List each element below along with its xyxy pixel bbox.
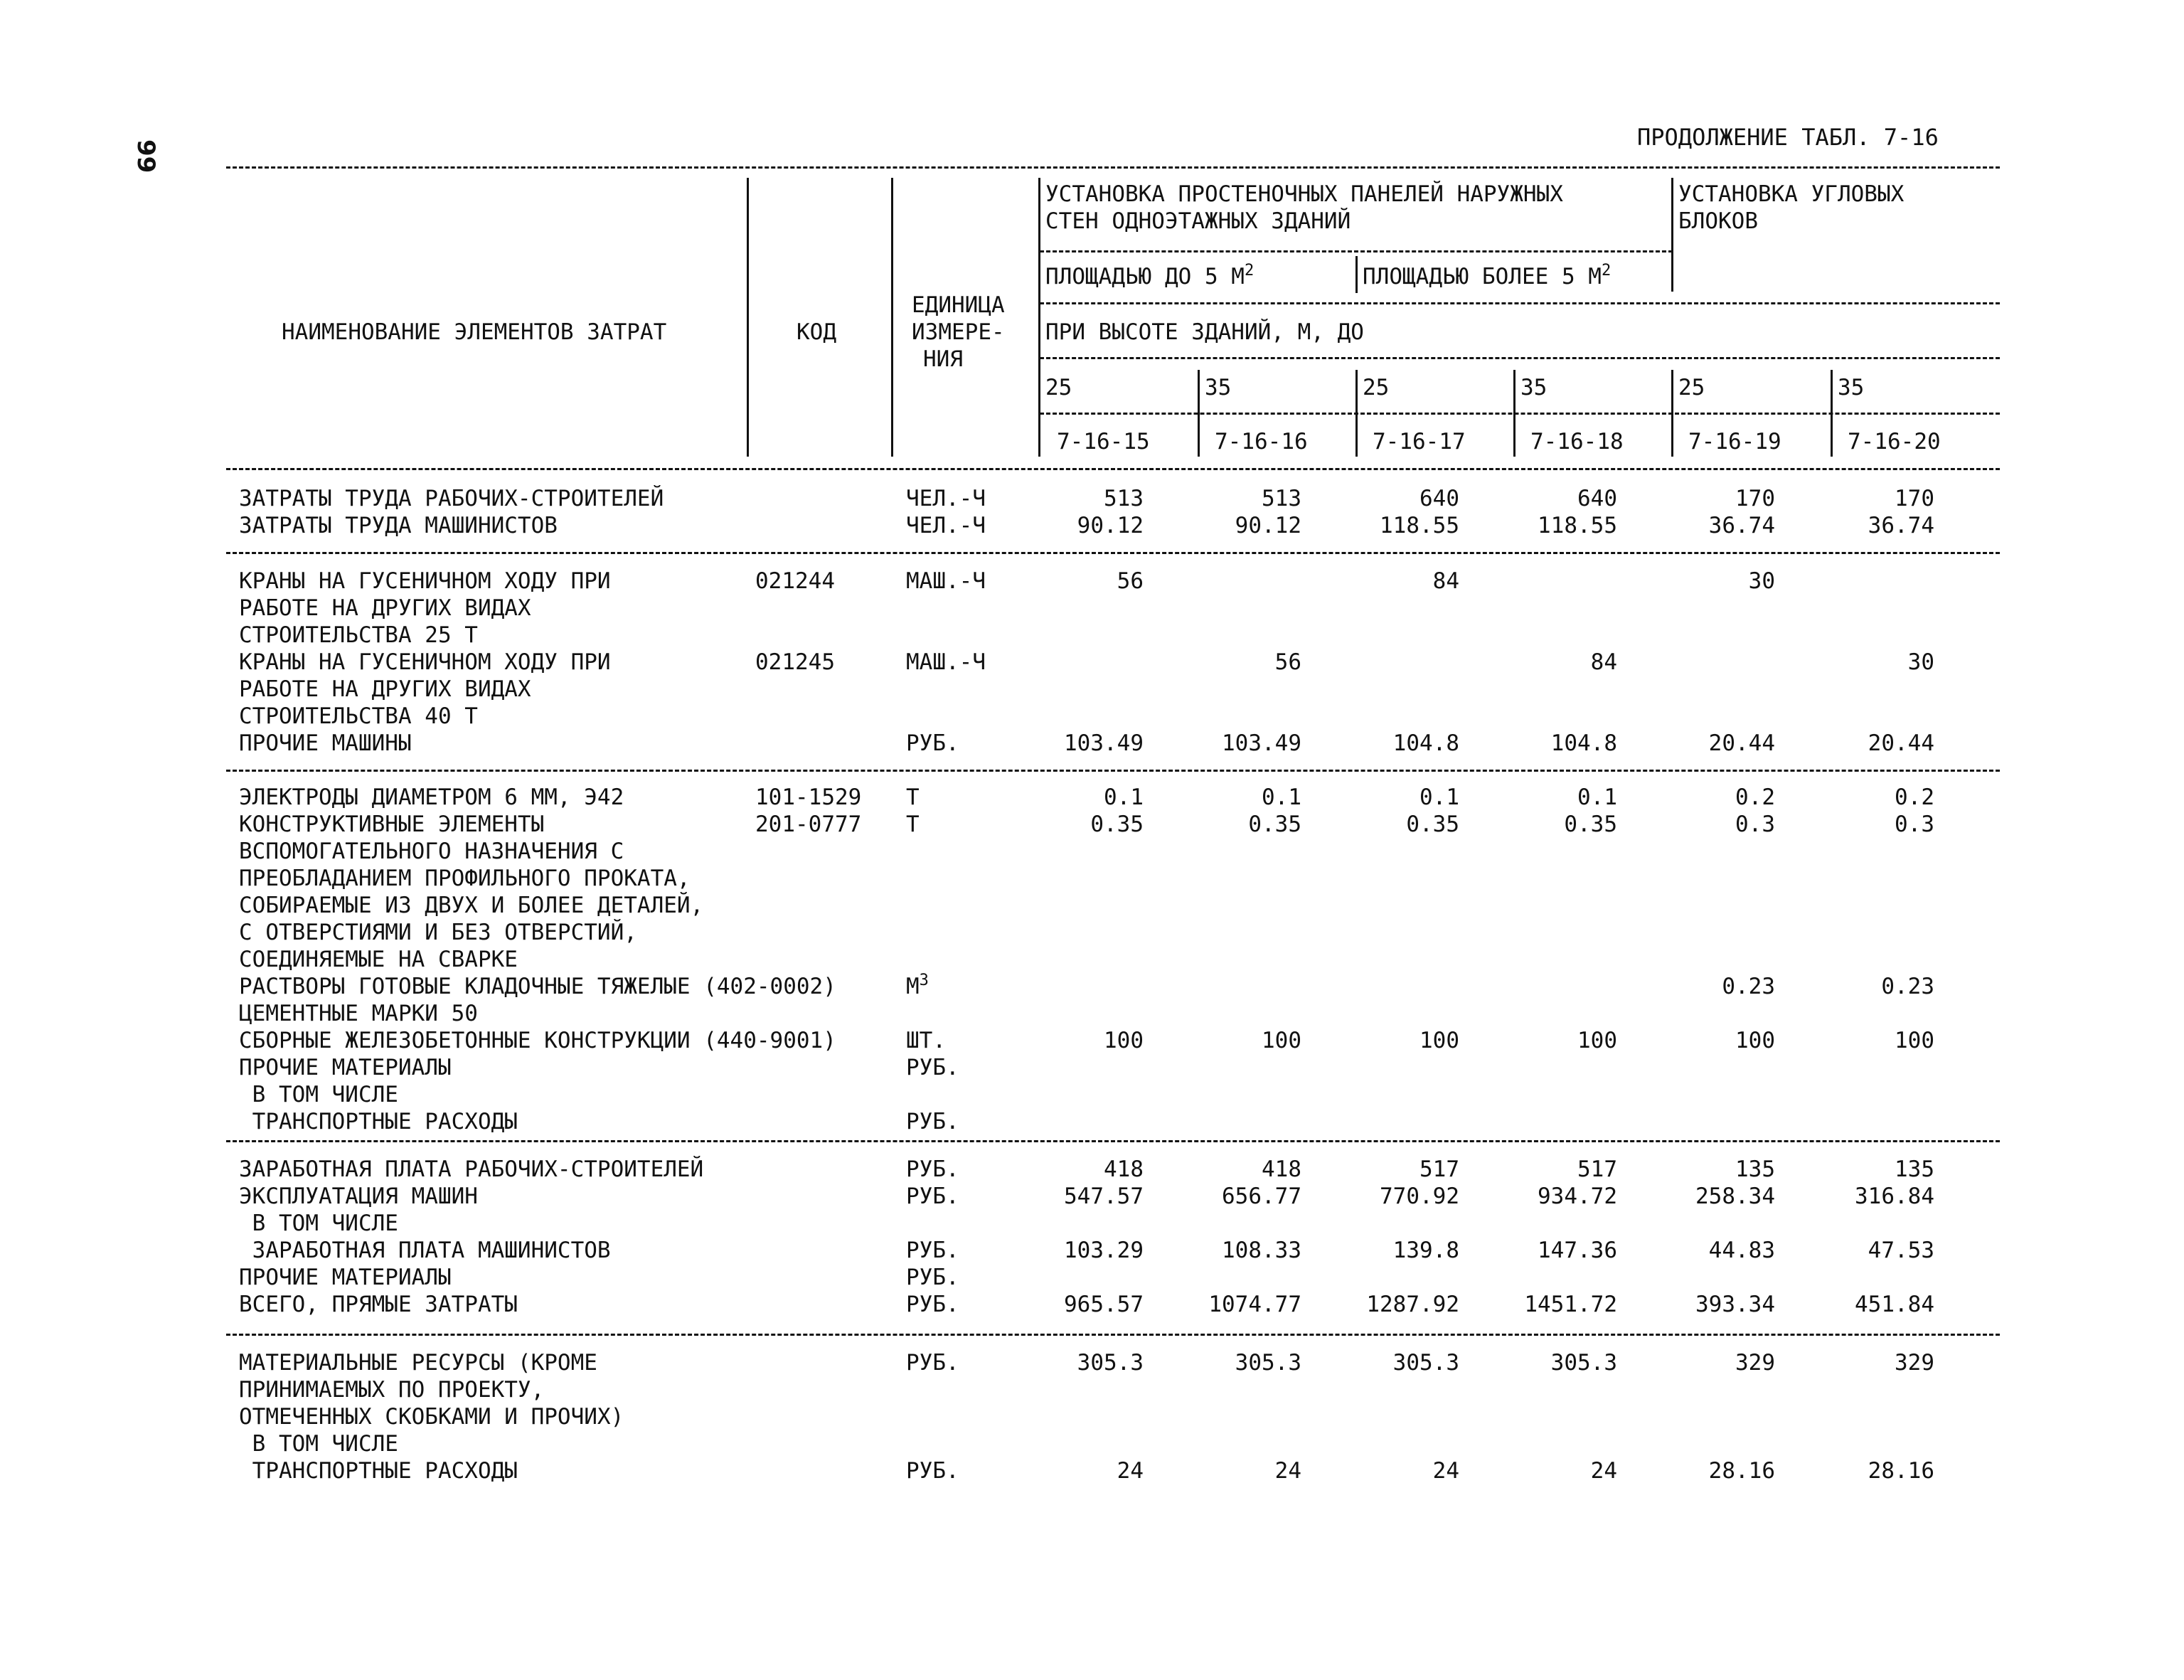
row-value-col-2: 0.1 [1262,785,1301,810]
row-name: В ТОМ ЧИСЛЕ [239,1211,398,1236]
row-value-col-2: 108.33 [1222,1238,1301,1263]
row-value-col-3: 24 [1432,1458,1459,1484]
row-value-col-1: 56 [1117,568,1144,594]
row-name: ВСПОМОГАТЕЛЬНОГО НАЗНАЧЕНИЯ С [239,839,624,864]
row-name: КРАНЫ НА ГУСЕНИЧНОМ ХОДУ ПРИ [239,649,611,675]
row-value-col-3: 104.8 [1392,730,1459,756]
row-name: ПРОЧИЕ МАТЕРИАЛЫ [239,1055,452,1080]
row-value-col-4: 934.72 [1538,1184,1617,1209]
row-name: ЭЛЕКТРОДЫ ДИАМЕТРОМ 6 ММ, Э42 [239,785,624,810]
row-name: МАТЕРИАЛЬНЫЕ РЕСУРСЫ (КРОМЕ [239,1350,597,1376]
row-name: СОБИРАЕМЫЕ ИЗ ДВУХ И БОЛЕЕ ДЕТАЛЕЙ, [239,893,704,918]
row-value-col-4: 640 [1577,486,1617,511]
row-value-col-6: 28.16 [1868,1458,1934,1484]
row-value-col-6: 451.84 [1855,1292,1934,1317]
row-value-col-5: 258.34 [1695,1184,1775,1209]
header-unit-line2: ИЗМЕРЕ- [912,319,1005,345]
row-name: КОНСТРУКТИВНЫЕ ЭЛЕМЕНТЫ [239,812,545,837]
row-unit: Т [906,785,920,810]
group2-title-line2: БЛОКОВ [1678,208,1758,234]
row-value-col-6: 0.2 [1895,785,1934,810]
header-code: КОД [797,319,836,345]
vline-code-unit [891,178,893,457]
height-6: 35 [1838,375,1865,400]
height-5: 25 [1678,375,1705,400]
row-unit: МАШ.-Ч [906,649,986,675]
row-code: 021244 [755,568,835,594]
vline-col-6 [1831,370,1833,457]
row-value-col-2: 513 [1262,486,1301,511]
code-col-4: 7-16-18 [1530,429,1624,454]
row-value-col-2: 24 [1274,1458,1301,1484]
rule-header-bottom [226,468,2000,470]
rule-section-2 [226,770,2000,772]
row-unit: РУБ. [906,1292,959,1317]
height-label: ПРИ ВЫСОТЕ ЗДАНИЙ, М, ДО [1045,319,1364,345]
row-name: ТРАНСПОРТНЫЕ РАСХОДЫ [239,1109,518,1134]
height-1: 25 [1045,375,1072,400]
row-value-col-3: 305.3 [1392,1350,1459,1376]
row-value-col-1: 513 [1104,486,1144,511]
row-value-col-4: 118.55 [1538,513,1617,538]
row-value-col-4: 147.36 [1538,1238,1617,1263]
row-value-col-3: 139.8 [1392,1238,1459,1263]
row-value-col-6: 47.53 [1868,1238,1934,1263]
row-unit: ЧЕЛ.-Ч [906,486,986,511]
row-value-col-4: 1451.72 [1524,1292,1617,1317]
row-value-col-3: 0.1 [1419,785,1459,810]
code-col-3: 7-16-17 [1373,429,1466,454]
row-value-col-1: 103.29 [1064,1238,1144,1263]
row-value-col-5: 28.16 [1708,1458,1775,1484]
row-name: СТРОИТЕЛЬСТВА 40 Т [239,703,478,729]
row-value-col-1: 0.35 [1090,812,1144,837]
code-col-6: 7-16-20 [1848,429,1941,454]
rule-height-codes [1040,413,2000,415]
row-value-col-5: 0.23 [1722,974,1775,999]
height-3: 25 [1363,375,1390,400]
row-value-col-4: 84 [1590,649,1617,675]
row-value-col-2: 100 [1262,1028,1301,1053]
row-value-col-3: 0.35 [1406,812,1459,837]
row-name: ПРИНИМАЕМЫХ ПО ПРОЕКТУ, [239,1377,545,1403]
row-value-col-5: 393.34 [1695,1292,1775,1317]
row-value-col-3: 84 [1432,568,1459,594]
row-value-col-6: 20.44 [1868,730,1934,756]
row-value-col-1: 965.57 [1064,1292,1144,1317]
rule-top [226,166,2000,169]
row-value-col-6: 0.23 [1881,974,1934,999]
row-value-col-6: 36.74 [1868,513,1934,538]
row-name: ПРОЧИЕ МАТЕРИАЛЫ [239,1265,452,1290]
row-value-col-6: 30 [1907,649,1934,675]
row-value-col-4: 305.3 [1550,1350,1617,1376]
code-col-2: 7-16-16 [1215,429,1308,454]
row-value-col-2: 0.35 [1248,812,1301,837]
vline-col-5 [1671,370,1673,457]
row-unit: ЧЕЛ.-Ч [906,513,986,538]
row-name: ЦЕМЕНТНЫЕ МАРКИ 50 [239,1001,478,1026]
row-name: ТРАНСПОРТНЫЕ РАСХОДЫ [239,1458,518,1484]
row-unit: РУБ. [906,1350,959,1376]
row-unit: ШТ. [906,1028,946,1053]
subgroup-area-large: ПЛОЩАДЬЮ БОЛЕЕ 5 $М^2$ [1363,262,1612,289]
vline-col-3 [1355,370,1358,457]
row-unit: Т [906,812,920,837]
row-value-col-2: 305.3 [1235,1350,1301,1376]
row-value-col-5: 0.3 [1735,812,1775,837]
subgroup-area-small: ПЛОЩАДЬЮ ДО 5 $М^2$ [1045,262,1255,289]
group1-title-line1: УСТАНОВКА ПРОСТЕНОЧНЫХ ПАНЕЛЕЙ НАРУЖНЫХ [1045,181,1563,207]
row-value-col-4: 100 [1577,1028,1617,1053]
row-value-col-4: 0.1 [1577,785,1617,810]
row-name: ПРОЧИЕ МАШИНЫ [239,730,412,756]
row-unit: РУБ. [906,1109,959,1134]
row-value-col-1: 547.57 [1064,1184,1144,1209]
row-value-col-6: 329 [1895,1350,1934,1376]
row-code: 201-0777 [755,812,862,837]
row-value-col-6: 0.3 [1895,812,1934,837]
row-value-col-5: 44.83 [1708,1238,1775,1263]
row-value-col-4: 517 [1577,1157,1617,1182]
row-name: ЭКСПЛУАТАЦИЯ МАШИН [239,1184,478,1209]
row-value-col-5: 30 [1748,568,1775,594]
row-name: РАБОТЕ НА ДРУГИХ ВИДАХ [239,595,531,621]
row-value-col-4: 24 [1590,1458,1617,1484]
page-number: 99 [132,139,160,174]
row-value-col-6: 316.84 [1855,1184,1934,1209]
row-value-col-2: 90.12 [1235,513,1301,538]
vline-sub-split [1355,256,1358,293]
row-value-col-5: 36.74 [1708,513,1775,538]
height-2: 35 [1205,375,1232,400]
row-code: 021245 [755,649,835,675]
group2-title-line1: УСТАНОВКА УГЛОВЫХ [1678,181,1905,207]
row-unit: РУБ. [906,1055,959,1080]
header-unit-line1: ЕДИНИЦА [912,292,1005,318]
row-value-col-3: 770.92 [1380,1184,1459,1209]
row-value-col-2: 103.49 [1222,730,1301,756]
row-value-col-3: 517 [1419,1157,1459,1182]
row-value-col-6: 170 [1895,486,1934,511]
vline-unit-values [1038,178,1040,457]
row-name: СТРОИТЕЛЬСТВА 25 Т [239,622,478,648]
row-value-col-1: 305.3 [1077,1350,1144,1376]
row-value-col-3: 118.55 [1380,513,1459,538]
vline-name-code [747,178,749,457]
row-unit: РУБ. [906,1458,959,1484]
row-value-col-1: 103.49 [1064,730,1144,756]
row-value-col-4: 0.35 [1564,812,1617,837]
row-unit: РУБ. [906,1184,959,1209]
row-value-col-3: 640 [1419,486,1459,511]
row-name: СБОРНЫЕ ЖЕЛЕЗОБЕТОННЫЕ КОНСТРУКЦИИ (440-9001) [239,1028,836,1053]
row-name: В ТОМ ЧИСЛЕ [239,1082,398,1107]
rule-section-4 [226,1334,2000,1336]
row-name: РАСТВОРЫ ГОТОВЫЕ КЛАДОЧНЫЕ ТЯЖЕЛЫЕ (402-0002) [239,974,836,999]
table-continuation-title: ПРОДОЛЖЕНИЕ ТАБЛ. 7-16 [1637,124,1939,151]
vline-col-4 [1513,370,1516,457]
rule-group1-sub [1040,250,1673,252]
row-value-col-1: 418 [1104,1157,1144,1182]
row-name: С ОТВЕРСТИЯМИ И БЕЗ ОТВЕРСТИЙ, [239,920,637,945]
row-value-col-5: 100 [1735,1028,1775,1053]
height-4: 35 [1520,375,1548,400]
row-value-col-4: 104.8 [1550,730,1617,756]
rule-section-1 [226,552,2000,554]
row-value-col-1: 90.12 [1077,513,1144,538]
row-value-col-5: 135 [1735,1157,1775,1182]
row-name: ЗАРАБОТНАЯ ПЛАТА МАШИНИСТОВ [239,1238,611,1263]
row-value-col-6: 100 [1895,1028,1934,1053]
row-name: ЗАРАБОТНАЯ ПЛАТА РАБОЧИХ-СТРОИТЕЛЕЙ [239,1157,704,1182]
row-value-col-3: 100 [1419,1028,1459,1053]
row-value-col-1: 100 [1104,1028,1144,1053]
row-name: ЗАТРАТЫ ТРУДА РАБОЧИХ-СТРОИТЕЛЕЙ [239,486,664,511]
row-value-col-5: 329 [1735,1350,1775,1376]
row-unit: РУБ. [906,730,959,756]
row-value-col-5: 170 [1735,486,1775,511]
row-value-col-5: 0.2 [1735,785,1775,810]
row-unit: $М^3$ [906,972,929,999]
row-value-col-5: 20.44 [1708,730,1775,756]
row-value-col-1: 0.1 [1104,785,1144,810]
header-name: НАИМЕНОВАНИЕ ЭЛЕМЕНТОВ ЗАТРАТ [282,319,667,345]
row-unit: МАШ.-Ч [906,568,986,594]
row-value-col-3: 1287.92 [1366,1292,1459,1317]
row-name: В ТОМ ЧИСЛЕ [239,1431,398,1457]
row-value-col-1: 24 [1117,1458,1144,1484]
row-unit: РУБ. [906,1238,959,1263]
group1-title-line2: СТЕН ОДНОЭТАЖНЫХ ЗДАНИЙ [1045,208,1351,234]
code-col-1: 7-16-15 [1057,429,1150,454]
row-value-col-2: 56 [1274,649,1301,675]
row-unit: РУБ. [906,1157,959,1182]
row-code: 101-1529 [755,785,862,810]
rule-section-3 [226,1140,2000,1142]
row-name: СОЕДИНЯЕМЫЕ НА СВАРКЕ [239,947,518,972]
row-name: ПРЕОБЛАДАНИЕМ ПРОФИЛЬНОГО ПРОКАТА, [239,866,691,891]
row-name: РАБОТЕ НА ДРУГИХ ВИДАХ [239,676,531,702]
rule-height-values [1040,357,2000,359]
vline-col-2 [1198,370,1200,457]
row-value-col-2: 418 [1262,1157,1301,1182]
vline-group-split [1671,178,1673,292]
code-col-5: 7-16-19 [1688,429,1781,454]
row-name: ВСЕГО, ПРЯМЫЕ ЗАТРАТЫ [239,1292,518,1317]
row-unit: РУБ. [906,1265,959,1290]
row-name: ОТМЕЧЕННЫХ СКОБКАМИ И ПРОЧИХ) [239,1404,624,1430]
rule-sub-height [1040,302,2000,304]
header-unit-line3: НИЯ [923,346,963,372]
row-value-col-6: 135 [1895,1157,1934,1182]
row-name: ЗАТРАТЫ ТРУДА МАШИНИСТОВ [239,513,558,538]
row-name: КРАНЫ НА ГУСЕНИЧНОМ ХОДУ ПРИ [239,568,611,594]
row-value-col-2: 656.77 [1222,1184,1301,1209]
row-value-col-2: 1074.77 [1208,1292,1301,1317]
